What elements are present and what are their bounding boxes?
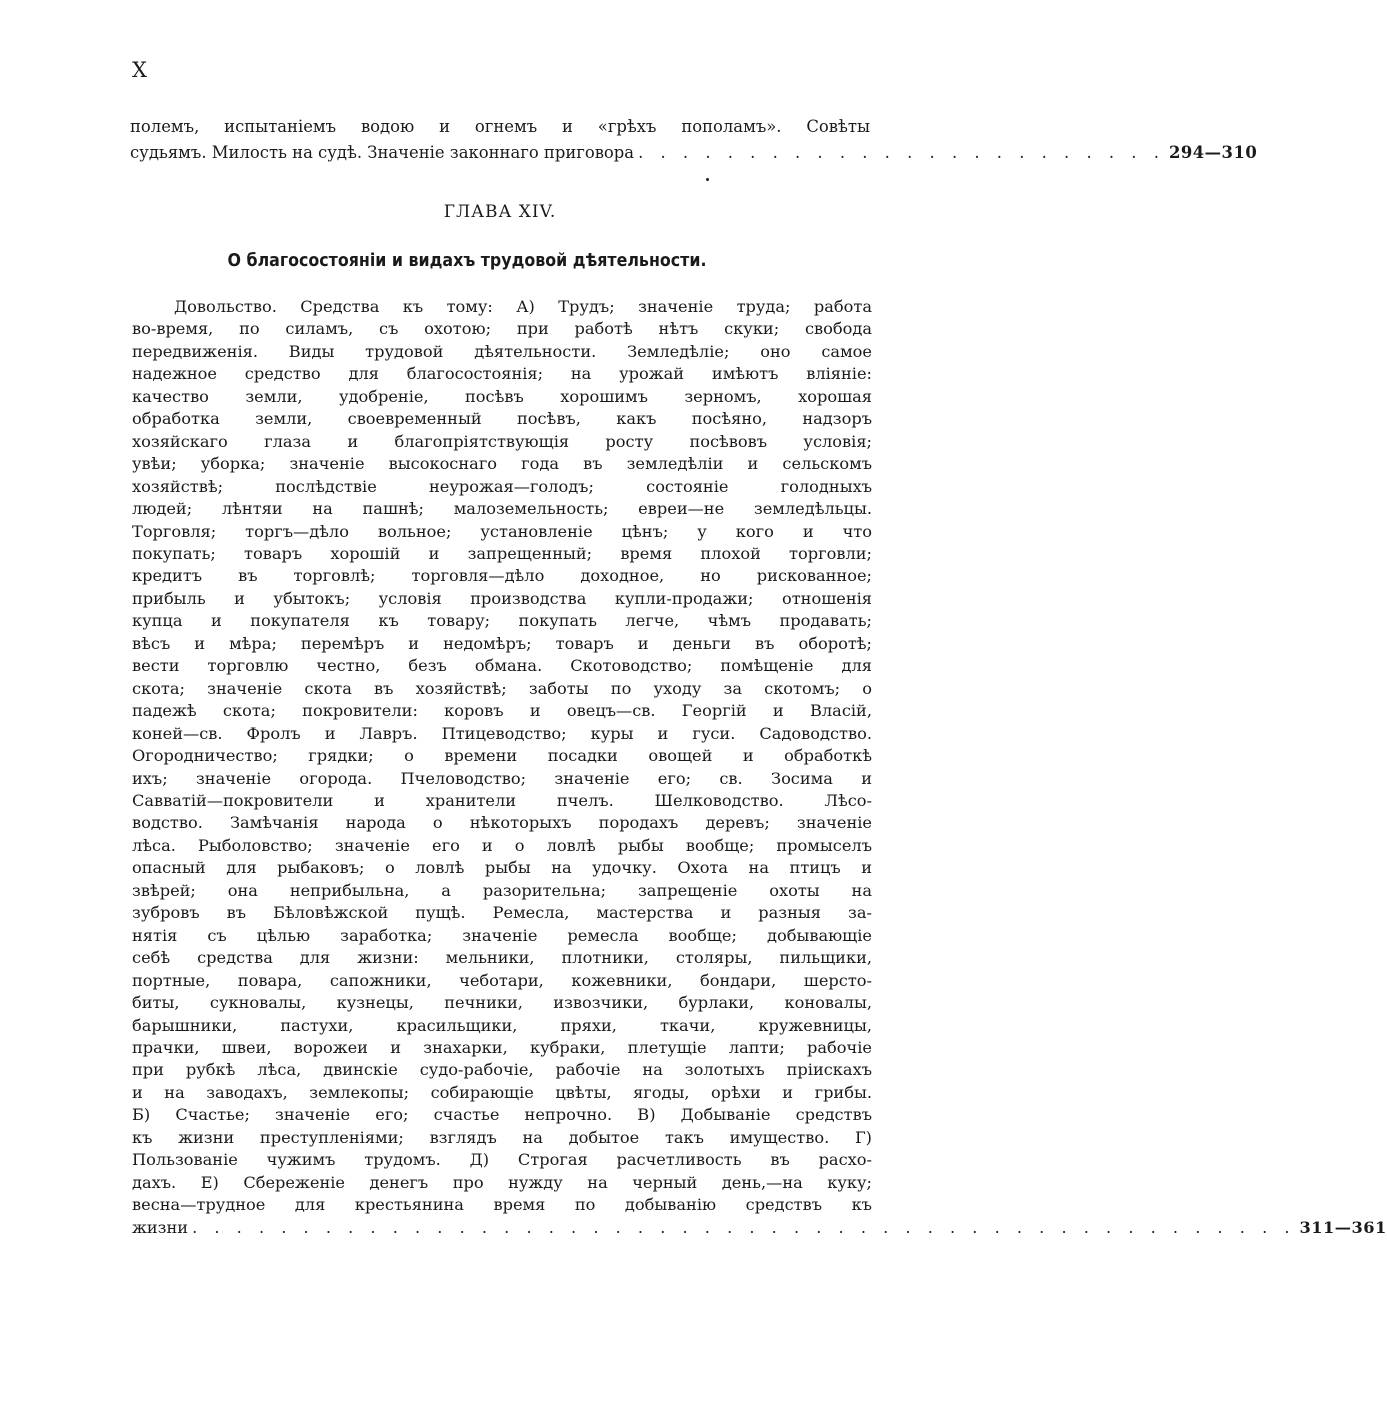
body-line: водство. Замѣчанія народа о нѣкоторыхъ породахъ деревъ; значеніе bbox=[132, 813, 872, 833]
body-line: людей; лѣнтяи на пашнѣ; малоземельность; евреи—не земледѣльцы. bbox=[132, 499, 872, 519]
carryover-line: полемъ, испытаніемъ водою и огнемъ и «грѣхъ пополамъ». Совѣты bbox=[130, 117, 870, 136]
print-speck bbox=[706, 178, 709, 181]
body-line: надежное средство для благосостоянія; на урожай имѣютъ вліяніе: bbox=[132, 364, 872, 384]
page-range: 311—361 bbox=[1299, 1217, 1387, 1237]
body-line: портные, повара, сапожники, чеботари, кожевники, бондари, шерсто- bbox=[132, 970, 872, 990]
body-line: вести торговлю честно, безъ обмана. Скотоводство; помѣщеніе для bbox=[132, 656, 872, 676]
body-line: при рубкѣ лѣса, двинскіе судо-рабочіе, рабочіе на золотыхъ пріискахъ bbox=[132, 1060, 872, 1080]
body-line: скота; значеніе скота въ хозяйствѣ; заботы по уходу за скотомъ; о bbox=[132, 678, 872, 698]
body-line: зубровъ въ Бѣловѣжской пущѣ. Ремесла, мастерства и разныя за- bbox=[132, 903, 872, 923]
body-line: прибыль и убытокъ; условія производства купли-продажи; отношенія bbox=[132, 588, 872, 608]
body-line: Пользованіе чужимъ трудомъ. Д) Строгая расчетливость въ расхо- bbox=[132, 1150, 872, 1170]
body-line: прачки, швеи, ворожеи и знахарки, кубраки, плетущіе лапти; рабочіе bbox=[132, 1037, 872, 1057]
body-line: Огородничество; грядки; о времени посадки овощей и обработкѣ bbox=[132, 746, 872, 766]
body-line: во-время, по силамъ, съ охотою; при работѣ нѣтъ скуки; свобода bbox=[132, 319, 872, 339]
chapter-label: ГЛАВА XIV. bbox=[443, 202, 557, 222]
body-line: покупать; товаръ хорошій и запрещенный; время плохой торговли; bbox=[132, 543, 872, 563]
chapter-summary-paragraph bbox=[132, 296, 1387, 1239]
body-line: вѣсъ и мѣра; перемѣръ и недомѣръ; товаръ и деньги въ оборотѣ; bbox=[132, 633, 872, 653]
body-line: нятія съ цѣлью заработка; значеніе ремесла вообще; добывающіе bbox=[132, 925, 872, 945]
carryover-last-line: судьямъ. Милость на судѣ. Значеніе законнаго приговора bbox=[130, 142, 635, 162]
dot-leader: . . . . . . . . . . . . . . . . . . . . . . . . bbox=[638, 142, 1165, 162]
page-range: 294—310 bbox=[1168, 142, 1258, 162]
body-line: барышники, пастухи, красильщики, пряхи, ткачи, кружевницы, bbox=[132, 1015, 872, 1035]
carryover-paragraph bbox=[130, 114, 1258, 165]
body-line: купца и покупателя къ товару; покупать легче, чѣмъ продавать; bbox=[132, 611, 872, 631]
body-last-line: жизни bbox=[132, 1217, 189, 1237]
body-line: обработка земли, своевременный посѣвъ, какъ посѣяно, надзоръ bbox=[132, 409, 872, 429]
body-line: падежѣ скота; покровители: коровъ и овецъ—св. Георгій и Власій, bbox=[132, 701, 872, 721]
dot-leader: . . . . . . . . . . . . . . . . . . . . . . . . . . . . . . . . . . . . . . . . . . . . . . . . . . bbox=[192, 1217, 1296, 1237]
body-line: хозяйствѣ; послѣдствіе неурожая—голодъ; состояніе голодныхъ bbox=[132, 476, 872, 496]
body-line: увѣи; уборка; значеніе высокоснаго года въ земледѣліи и сельскомъ bbox=[132, 454, 872, 474]
body-line: къ жизни преступленіями; взглядъ на добытое такъ имущество. Г) bbox=[132, 1127, 872, 1147]
body-line: Довольство. Средства къ тому: А) Трудъ; значеніе труда; работа bbox=[174, 297, 872, 316]
body-line: и на заводахъ, землекопы; собирающіе цвѣты, ягоды, орѣхи и грибы. bbox=[132, 1082, 872, 1102]
body-line: качество земли, удобреніе, посѣвъ хорошимъ зерномъ, хорошая bbox=[132, 386, 872, 406]
body-line: Савватій—покровители и хранители пчелъ. Шелководство. Лѣсо- bbox=[132, 790, 872, 810]
body-line: дахъ. Е) Сбереженіе денегъ про нужду на черный день,—на куку; bbox=[132, 1172, 872, 1192]
carryover-toc-entry bbox=[130, 140, 1258, 166]
body-line: себѣ средства для жизни: мельники, плотники, столяры, пильщики, bbox=[132, 948, 872, 968]
body-line: биты, сукновалы, кузнецы, печники, извозчики, бурлаки, коновалы, bbox=[132, 993, 872, 1013]
body-line: кредитъ въ торговлѣ; торговля—дѣло доходное, но рискованное; bbox=[132, 566, 872, 586]
page-number: X bbox=[132, 58, 148, 82]
body-line: коней—св. Фролъ и Лавръ. Птицеводство; куры и гуси. Садоводство. bbox=[132, 723, 872, 743]
chapter-title: О благосостояніи и видахъ трудовой дѣятельности. bbox=[227, 250, 707, 271]
body-lines bbox=[132, 296, 872, 1217]
body-line: передвиженія. Виды трудовой дѣятельности. Земледѣліе; оно самое bbox=[132, 341, 872, 361]
body-line: лѣса. Рыболовство; значеніе его и о ловлѣ рыбы вообще; промыселъ bbox=[132, 835, 872, 855]
body-line: весна—трудное для крестьянина время по добыванію средствъ къ bbox=[132, 1195, 872, 1215]
body-toc-entry bbox=[132, 1217, 1387, 1239]
body-line: Торговля; торгъ—дѣло вольное; установленіе цѣнъ; у кого и что bbox=[132, 521, 872, 541]
body-line: ихъ; значеніе огорода. Пчеловодство; значеніе его; св. Зосима и bbox=[132, 768, 872, 788]
body-line: опасный для рыбаковъ; о ловлѣ рыбы на удочку. Охота на птицъ и bbox=[132, 858, 872, 878]
body-line: звѣрей; она неприбыльна, а разорительна; запрещеніе охоты на bbox=[132, 880, 872, 900]
body-line: Б) Счастье; значеніе его; счастье непрочно. В) Добываніе средствъ bbox=[132, 1105, 872, 1125]
body-line: хозяйскаго глаза и благопріятствующія росту посѣвовъ условія; bbox=[132, 431, 872, 451]
